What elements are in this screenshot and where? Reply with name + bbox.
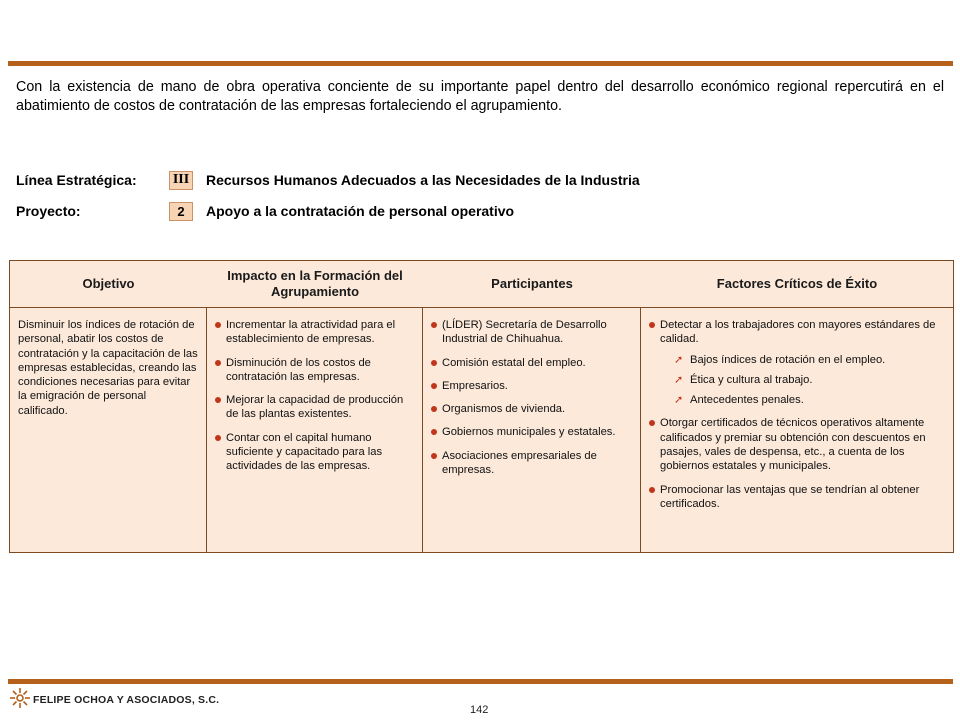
sub-list-item: ➚ Antecedentes penales. (674, 394, 804, 407)
table-body (10, 308, 953, 552)
linea-code-badge: III (169, 171, 193, 190)
bottom-divider (8, 679, 953, 684)
strategy-table (9, 260, 954, 553)
impacto-cell (207, 308, 423, 552)
factores-list (649, 318, 945, 511)
factores-sublist (674, 353, 945, 408)
header-factores: Factores Críticos de Éxito (716, 276, 878, 291)
list-item: Disminución de los costos de contratación las empresas. (215, 356, 414, 385)
header-objetivo: Objetivo (82, 276, 135, 291)
objetivo-cell (10, 308, 207, 552)
impacto-list (215, 318, 414, 474)
list-item: Detectar a los trabajadores con mayores estándares de calidad. ➚ Bajos índices de rotación en el empleo. ➚ Ética y cultura al trabajo. ➚ Antecedentes penales. (649, 318, 945, 407)
list-item: Organismos de vivienda. (431, 402, 632, 416)
proyecto-title: Apoyo a la contratación de personal operativo (206, 203, 515, 219)
objetivo-text: Disminuir los índices de rotación de personal, abatir los costos de contratación y la capacitación de las empresas establecidas, creando las condiciones necesarias para evitar la emigración de personal calificado. (18, 319, 198, 417)
bullet-icon (431, 322, 437, 328)
company-logo-icon (9, 687, 31, 709)
sub-list-item: ➚ Ética y cultura al trabajo. (674, 373, 813, 386)
linea-label: Línea Estratégica: (16, 172, 137, 188)
list-item: Gobiernos municipales y estatales. (431, 425, 632, 439)
header-participantes: Participantes (491, 276, 573, 291)
proyecto-code-badge: 2 (169, 202, 193, 221)
bullet-icon (215, 397, 221, 403)
bullet-icon (215, 360, 221, 366)
table-header (10, 261, 953, 308)
list-item: Contar con el capital humano suficiente y capacitado para las actividades de las empresas. (215, 431, 414, 474)
sub-list-item: ➚ Bajos índices de rotación en el empleo. (674, 353, 886, 366)
arrow-icon: ➚ (674, 373, 684, 386)
list-item: (LÍDER) Secretaría de Desarrollo Industrial de Chihuahua. (431, 318, 632, 347)
intro-paragraph: Con la existencia de mano de obra operativa conciente de su importante papel dentro del desarrollo económico regional repercutirá en el abatimiento de costos de contratación de las empresas fortaleciendo el agrupamiento. (16, 79, 944, 114)
bullet-icon (431, 383, 437, 389)
participantes-cell (423, 308, 641, 552)
arrow-icon: ➚ (674, 353, 684, 366)
bullet-icon (215, 322, 221, 328)
list-item: Incrementar la atractividad para el establecimiento de empresas. (215, 318, 414, 347)
linea-title: Recursos Humanos Adecuados a las Necesidades de la Industria (206, 172, 640, 188)
proyecto-row (16, 201, 514, 221)
linea-estrategica-row (16, 170, 640, 190)
bullet-icon (649, 420, 655, 426)
bullet-icon (431, 360, 437, 366)
bullet-icon (649, 322, 655, 328)
page-number: 142 (470, 704, 489, 716)
bullet-icon (431, 453, 437, 459)
bullet-icon (431, 429, 437, 435)
list-item: Asociaciones empresariales de empresas. (431, 449, 632, 478)
list-item: Mejorar la capacidad de producción de las plantas existentes. (215, 393, 414, 422)
bullet-icon (431, 406, 437, 412)
bullet-icon (649, 487, 655, 493)
header-impacto: Impacto en la Formación del Agrupamiento (227, 268, 403, 299)
participantes-list (431, 318, 632, 477)
arrow-icon: ➚ (674, 394, 684, 407)
list-item: Promocionar las ventajas que se tendrían al obtener certificados. (649, 483, 945, 512)
list-item: Otorgar certificados de técnicos operativos altamente calificados y premiar su obtención con descuentos en pasajes, vales de despensa, etc., a cuenta de los gobiernos estatales y municipales. (649, 416, 945, 473)
list-item: Empresarios. (431, 379, 632, 393)
bullet-icon (215, 435, 221, 441)
list-item: Comisión estatal del empleo. (431, 356, 632, 370)
company-name: FELIPE OCHOA Y ASOCIADOS, S.C. (33, 694, 220, 706)
factores-cell (641, 308, 953, 552)
top-divider (8, 61, 953, 66)
proyecto-label: Proyecto: (16, 203, 81, 219)
